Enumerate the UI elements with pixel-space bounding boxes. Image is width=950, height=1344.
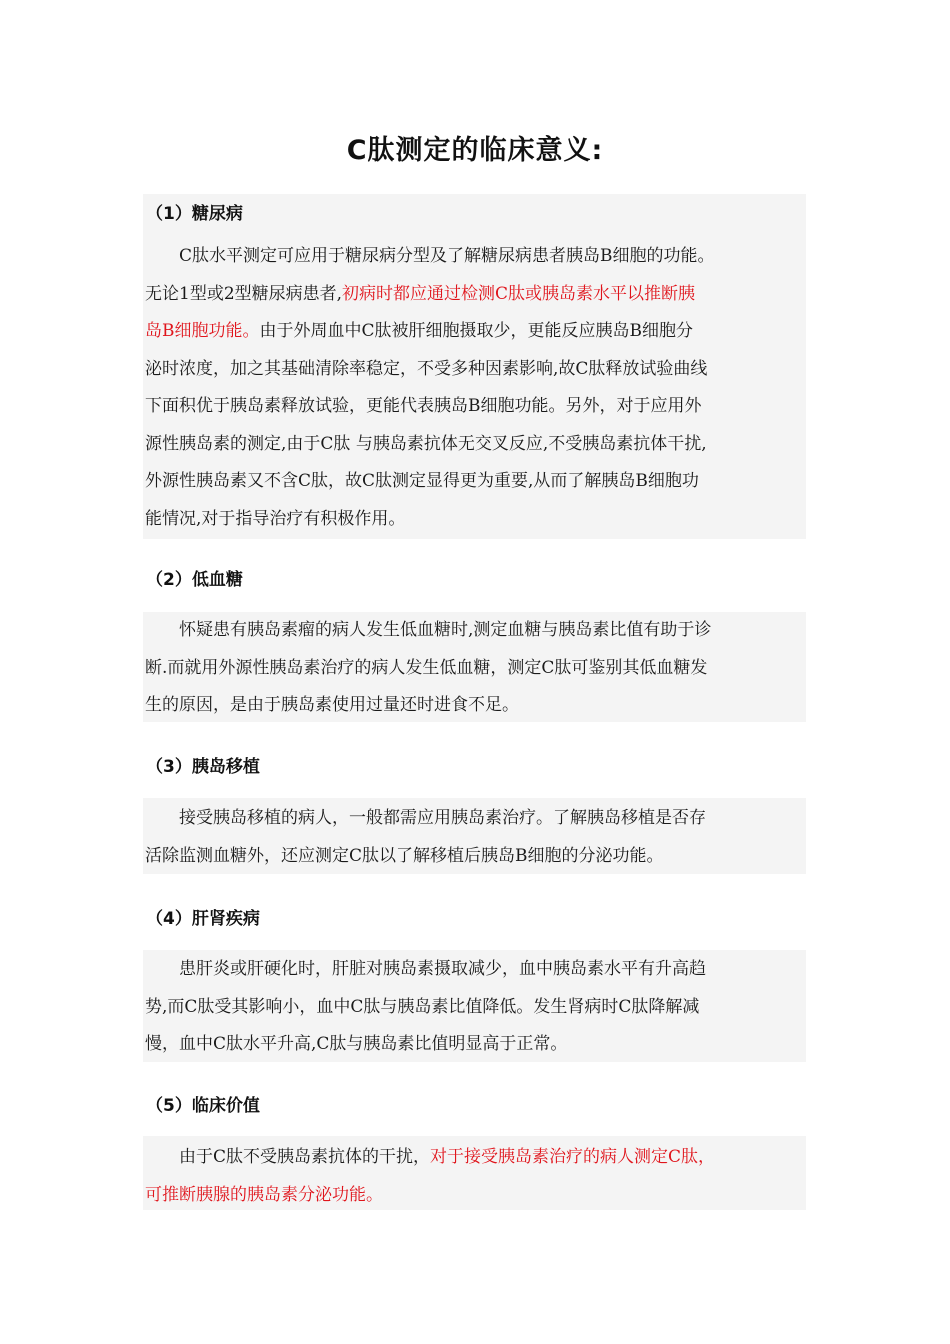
paragraph-line (145, 426, 807, 464)
highlighted-text: 初病时都应通过检测C肽或胰岛素水平以推断胰 (342, 283, 696, 304)
paragraph-line (145, 463, 807, 501)
body-text: 无论1型或2型糖尿病患者, (145, 283, 343, 304)
highlighted-text: 可推断胰腺的胰岛素分泌功能。 (145, 1184, 383, 1205)
section-heading: （1）糖尿病 (146, 204, 243, 224)
paragraph-line (145, 501, 807, 539)
paragraph-line (145, 989, 807, 1027)
body-text: 怀疑患有胰岛素瘤的病人发生低血糖时,测定血糖与胰岛素比值有助于诊 (145, 620, 712, 640)
body-text: 接受胰岛移植的病人，一般都需应用胰岛素治疗。了解胰岛移植是否存 (145, 808, 706, 828)
paragraph-line (145, 687, 807, 725)
body-text: 断.而就用外源性胰岛素治疗的病人发生低血糖，测定C肽可鉴别其低血糖发 (145, 657, 708, 678)
body-text: C肽水平测定可应用于糖尿病分型及了解糖尿病患者胰岛B细胞的功能。 (145, 246, 715, 266)
body-text: 生的原因，是由于胰岛素使用过量还时进食不足。 (145, 695, 519, 715)
paragraph-line (145, 1177, 807, 1215)
body-text: 由于外周血中C肽被肝细胞摄取少，更能反应胰岛B细胞分 (259, 321, 693, 341)
paragraph-line (145, 1026, 807, 1064)
paragraph-line (145, 351, 807, 389)
section-heading: （4）肝肾疾病 (146, 909, 260, 929)
body-text: 患肝炎或肝硬化时，肝脏对胰岛素摄取减少，血中胰岛素水平有升高趋 (145, 959, 706, 979)
body-text: 能情况,对于指导治疗有积极作用。 (145, 508, 406, 529)
section-paragraph (145, 1139, 807, 1214)
paragraph-line (145, 838, 807, 876)
paragraph-line (145, 800, 807, 838)
paragraph-line (145, 313, 807, 351)
paragraph-line (145, 238, 807, 276)
paragraph-line (145, 1139, 807, 1177)
paragraph-line (145, 276, 807, 314)
paragraph-line (145, 388, 807, 426)
paragraph-line (145, 650, 807, 688)
page-title: C肽测定的临床意义: (346, 135, 604, 166)
section-heading: （2）低血糖 (146, 570, 243, 590)
body-text: 活除监测血糖外，还应测定C肽以了解移植后胰岛B细胞的分泌功能。 (145, 845, 664, 866)
section-paragraph (145, 238, 807, 538)
body-text: 慢，血中C肽水平升高,C肽与胰岛素比值明显高于正常。 (145, 1034, 568, 1054)
section-paragraph (145, 951, 807, 1064)
body-text: 由于C肽不受胰岛素抗体的干扰， (145, 1147, 431, 1167)
highlighted-text: 岛B细胞功能。 (145, 321, 260, 341)
section-paragraph (145, 800, 807, 875)
highlighted-text: 对于接受胰岛素治疗的病人测定C肽， (430, 1147, 716, 1167)
body-text: 源性胰岛素的测定,由于C肽 与胰岛素抗体无交叉反应,不受胰岛素抗体干扰, (145, 433, 707, 454)
body-text: 下面积优于胰岛素释放试验，更能代表胰岛B细胞功能。另外，对于应用外 (145, 396, 702, 416)
section-heading: （3）胰岛移植 (146, 757, 260, 777)
paragraph-line (145, 951, 807, 989)
paragraph-line (145, 612, 807, 650)
section-heading: （5）临床价值 (146, 1096, 260, 1116)
body-text: 外源性胰岛素又不含C肽，故C肽测定显得更为重要,从而了解胰岛B细胞功 (145, 471, 699, 491)
section-paragraph (145, 612, 807, 725)
body-text: 泌时浓度，加之其基础清除率稳定，不受多种因素影响,故C肽释放试验曲线 (145, 358, 708, 379)
body-text: 势,而C肽受其影响小，血中C肽与胰岛素比值降低。发生肾病时C肽降解减 (145, 996, 700, 1017)
